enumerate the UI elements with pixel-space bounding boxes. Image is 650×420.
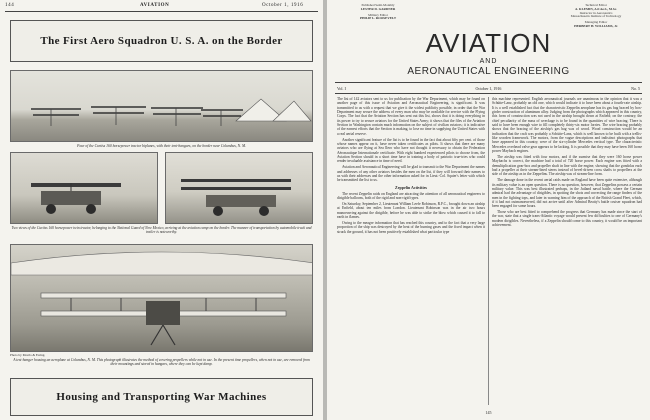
masthead-left-line: PHILIP L. ROOSEVELT [359,16,397,21]
bottom-article-title [10,378,313,416]
magazine-subtitle: AERONAUTICAL ENGINEERING [407,66,570,77]
editorial-paragraph: Another significant feature of the list is to be found in the fact that about fifty per cent. of those whose names appear on it, have never taken certificates as pilots. It shows that there are many aviators who are flying at Sea Ilero who have not thought it necessary to obtain the Federation Aéronautique Internationale certificate. With eight hundred experienced pilots to choose from, the Aviation Section should in a short time have in training a body of patriotic true-tries who could render invaluable assistance in time of need. [337,137,485,164]
issue-number: No. 5 [631,86,640,91]
caption-tent-hangar: A test-hanger housing an aeroplane at Columbus, N. M. This photograph illustrates the method of covering propellers while not in use. In the present time propellers, when not in use, are removed from their mountings and stored in hangars, where they can be kept damp. [13,358,310,367]
right-page-number: 145 [485,410,492,415]
photo-twin-tractor-arriving [10,152,158,224]
masthead-left-line: LESTER D. GARDNER [360,6,396,11]
volume-label: Vol. I [337,86,346,91]
editorial-paragraph: The damage done in the recent aerial raids made on England have been quite extensive, although its military value is an open question. There is no question, however, that Zeppelins possess a certain military value. This was best illustrated perhaps, in the Jutland naval battle, where the German admiral had the advantage of dirigibles, in spotting the shots and correcting the range finders of the men in the fighting tops, and later in warning him of the approach of the British Grand Fleet, which, if it had not outmanoeuvred, did not arrive until after Admiral Beatty's battle cruiser squadron had been engaged for some hours. [492,178,642,209]
editorial-paragraph: Owing to the meagre information that has reached this country, and to the fact that a very large proportion of the ship was destroyed by the heat of the burning gases and the fixed impact when it struck the ground, it has not been positively established what particular type [337,220,485,234]
caption-biplanes: Four of the Curtiss 160 horsepower tractor biplanes, with their tent-hangars, on the border near Columbus, N. M. [77,144,246,148]
masthead-right-line: Instructor in Aeronautics [579,10,613,15]
editorial-paragraph: The recent Zeppelin raids on England are attracting the attention of all aeronautical engineers to dirigible balloons, both of the rigid and non-rigid types. [337,191,485,201]
editorial-paragraph: Those who are best fitted to comprehend the progress that Germany has made since the start of the war, state that a single trans-Atlantic voyage would present few difficulties to one of Germany's modern dirigibles. Nevertheless, if a Zeppelin should come to this country, it would be an important achievement. [492,210,642,228]
left-date: October 1, 1916 [262,3,304,8]
hangar-illustration [11,245,313,352]
bottom-article-title-text: Housing and Transporting War Machines [56,391,267,403]
masthead-left-line: Military Editor [368,12,388,17]
masthead-right [547,4,645,29]
truck-illustration [11,153,158,224]
issue-date: October 1, 1916 [475,86,502,91]
masthead-rule-bottom [335,93,642,94]
zeppelin-subhead: Zeppelin Activities [395,184,427,190]
masthead-right-line: Massachusetts Institute of Technology [570,14,622,19]
magazine-title-and: AND [479,58,498,65]
column-divider [488,97,489,405]
editorial-paragraph: Aviation and Aeronautical Engineering will be glad to transmit to the War Department the names and addresses of any other aviators besides the men on the list, if they will forward their names to us with their addresses and the other information asked for in Lieut.-Col. Squier's letter with which he transmitted the list to us. [337,165,485,183]
photo-credit: Photo by Morris & Ewing. [10,353,46,357]
masthead-rule-top [335,82,642,83]
masthead-left-line: Published Semi-Monthly [361,3,395,7]
editorial-paragraph: The list of 142 aviators sent to us for publication by the War Department, which may be found on another page of this issue of Aviation and Aeronautical Engineering, is significant. It was transmitted to us with a request that we give it the widest publicity possible, in order that the War Department may secure the address of every man who may be available for service with the Flying Corps. The fact that the Aviation Section has sent out this list, shows that it is doing everything in its power to try to secure aviators for the United States Army; it shows that the files of the Aviation Section in Washington contain much information on the subject of civilian aviators; it is indicative of the earnest efforts that the Section is making, to lose no time in supplying the United States with a real aerial reserve. [337,97,485,136]
right-page [327,0,650,420]
article-title-text: The First Aero Squadron U. S. A. on the Border [40,35,283,47]
left-running-head: AVIATION [140,3,170,8]
editorial-column-2 [492,97,642,407]
editorial-paragraph: this machine represented. English aeronautical journals are unanimous in the opinion that it was a Schütte-Lanz, probably an old one, which would indicate it to have been about a fourth-rate airship. It is a well established fact that the characteristic Zeppelin aeroplane has its gas bag braced by box-girder construction of aluminum alloy. Judging from the photographs which appeared in this country, this form of construction was not used in the airship brought down at Enfield; on the contrary, the chief peculiarity of the mass of wreckage is to be found in the quantities of wire bracing. There is said to have been enough wire to fill completely thirty-six motor lorries. The wire bracing probably shows that the bracing of the airship's gas bag was of wood. Wood construction would be an indication that the craft was probably a Schütte-Lanz, which is well known to be built with a trellis-like wooden framework. The motors, from the vague descriptions and indistinct photographs that have appeared in this country, were of the six-cylinder Mercedes vertical type. The characteristic Mercedes overhead valve gear appears to be lacking. It is possible that they may have been 160 horse power Maybach engines. [492,97,642,154]
header-rule [5,11,318,12]
magazine-title: AVIATION [425,28,552,58]
trailer-illustration [166,153,313,224]
masthead-right-line: Managing Editor [584,20,608,25]
caption-twin-tractor: Two views of the Curtiss 160 horsepower twin tractor, belonging to the National Guard of New Mexico, arriving at the aviation camp on the border. The manner of transportation by automobile truck and trailer is noteworthy. [11,226,312,235]
photo-twin-tractor-trailer [165,152,313,224]
editorial-paragraph: The airship was fitted with four motors, and if the surmise that they were 160 horse power Maybachs is correct, the machine had a total of 720 horse power. Each engine was fitted with a demultiplication gear-box and propeller shaft in line with the engine, showing that the gondolas each had a propeller at their stream-lined sterns instead of bevel-driven cross shafts to propellers at the side of the airship as in the Zeppelins. The airship was of stream-line form. [492,154,642,177]
masthead-left [333,4,423,21]
photo-biplanes-tent-hangars [10,70,313,142]
article-title [10,20,313,62]
left-page [0,0,323,420]
masthead-right-line: A. KLEMIN, A.F.Ae.S., M.Sc. [574,6,617,11]
biplanes-illustration [11,71,313,142]
masthead-right-line: Technical Editor [585,3,607,7]
left-page-number: 144 [5,3,15,8]
editorial-paragraph: On Saturday, September 2, Lieutenant William Leefe Robinson, R.F.C., brought down an airship at Enfield, about ten miles from London. Lieutenant Robinson was in the air two hours manoeuvring against the dirigible, before he was able to strike the blow which caused it to fall to earth in flames. [337,202,485,220]
editorial-column-1 [337,97,485,407]
masthead-right-line: HERBERT H. WILLIAMS, Jr. [574,23,618,28]
photo-tent-hangar-aeroplane [10,244,313,352]
